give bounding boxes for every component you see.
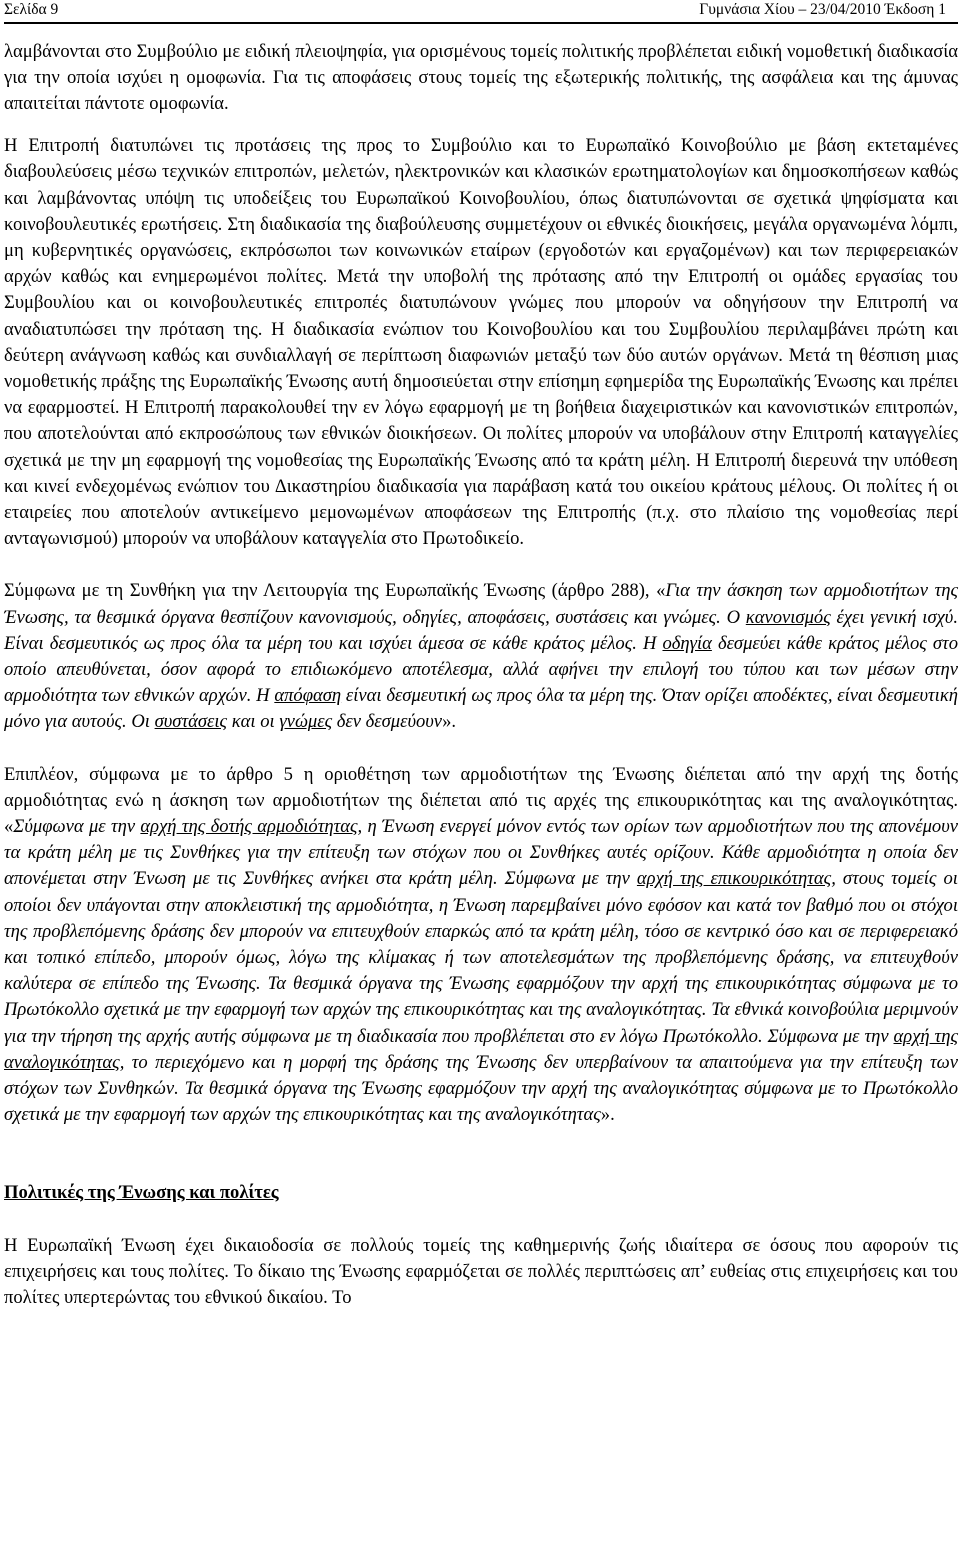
term-subsidiarity: αρχή της επικουρικότητας <box>636 868 832 890</box>
term-proportionality: αρχή της αναλογικότητας <box>4 1025 958 1073</box>
term-conferral: αρχή της δοτής αρμοδιότητας <box>140 815 358 837</box>
document-info: Γυμνάσια Χίου – 23/04/2010 Έκδοση 1 <box>699 1 946 18</box>
page-header <box>4 0 958 19</box>
term-directive: οδηγία <box>662 632 712 654</box>
section-heading: Πολιτικές της Ένωσης και πολίτες <box>4 1182 279 1204</box>
paragraph-4: Επιπλέον, σύμφωνα με το άρθρο 5 η οριοθέτηση των αρμοδιοτήτων της Ένωσης διέπεται από την αρχή της δοτής αρμοδιότητας ενώ η άσκηση των αρμοδιοτήτων της διέπεται από τις αρχές της επικουρικότητας και της αναλογικότητας. «Σύμφωνα με την αρχή της δοτής αρμοδιότητας, η Ένωση ενεργεί μόνον εντός των ορίων των αρμοδιοτήτων που της απονέμουν τα κράτη μέλη με τις Συνθήκες για την επίτευξη των στόχων που οι Συνθήκες αυτές ορίζουν. Κάθε αρμοδιότητα η οποία δεν απονέμεται στην Ένωση με τις Συνθήκες ανήκει στα κράτη μέλη. Σύμφωνα με την αρχή της επικουρικότητας, στους τομείς οι οποίοι δεν υπάγονται στην αποκλειστική της αρμοδιότητα, η Ένωση παρεμβαίνει μόνο εφόσον και κατά τον βαθμό που οι στόχοι της προβλεπόμενης δράσης δεν μπορούν να επιτευχθούν επαρκώς από τα κράτη μέλη, τόσο σε κεντρικό όσο και σε περιφερειακό και τοπικό επίπεδο, μπορούν όμως, λόγω της κλίμακας ή των αποτελεσμάτων της προβλεπόμενης δράσης, να επιτευχθούν καλύτερα σε επίπεδο της Ένωσης. Τα θεσμικά όργανα της Ένωσης εφαρμόζουν την αρχή της επικουρικότητας σύμφωνα με το Πρωτόκολλο σχετικά με την εφαρμογή των αρχών της επικουρικότητας και της αναλογικότητας. Τα εθνικά κοινοβούλια μεριμνούν για την τήρηση της αρχής αυτής σύμφωνα με τη διαδικασία που προβλέπεται στο εν λόγω Πρωτόκολλο. Σύμφωνα με την αρχή της αναλογικότητας, το περιεχόμενο και η μορφή της δράσης της Ένωσης δεν υπερβαίνουν τα απαιτούμενα για την επίτευξη των στόχων των Συνθηκών. Τα θεσμικά όργανα της Ένωσης εφαρμόζουν την αρχή της αναλογικότητας σύμφωνα με το Πρωτόκολλο σχετικά με την εφαρμογή των αρχών της επικουρικότητας και της αναλογικότητας». <box>4 763 958 1126</box>
term-opinions: γνώμες <box>279 711 333 733</box>
term-decision: απόφαση <box>274 685 342 707</box>
paragraph-5: Η Ευρωπαϊκή Ένωση έχει δικαιοδοσία σε πολλούς τομείς της καθημερινής ζωής ιδιαίτερα σε όσους που αφορούν τις επιχειρήσεις και τους πολίτες. Το δίκαιο της Ένωσης εφαρμόζεται σε πολλές περιπτώσεις απ’ ευθείας στις επιχειρήσεις και του πολίτες υπερτερώντας του εθνικού δικαίου. Το <box>4 1234 958 1309</box>
paragraph-3: Σύμφωνα με τη Συνθήκη για την Λειτουργία της Ευρωπαϊκής Ένωσης (άρθρο 288), «Για την άσκηση των αρμοδιοτήτων της Ένωσης, τα θεσμικά όργανα θεσπίζουν κανονισμούς, οδηγίες, αποφάσεις, συστάσεις και γνώμες. Ο κανονισμός έχει γενική ισχύ. Είναι δεσμευτικός ως προς όλα τα μέρη του και ισχύει άμεσα σε κάθε κράτος μέλος. Η οδηγία δεσμεύει κάθε κράτος μέλος στο οποίο απευθύνεται, όσον αφορά το επιδιωκόμενο αποτέλεσμα, αλλά αφήνει την επιλογή του τύπου και των μέσων στην αρμοδιότητα των εθνικών αρχών. Η απόφαση είναι δεσμευτική ως προς όλα τα μέρη της. Όταν ορίζει αποδέκτες, είναι δεσμευτική μόνο για αυτούς. Οι συστάσεις και οι γνώμες δεν δεσμεύουν». <box>4 580 958 733</box>
paragraph-1: λαμβάνονται στο Συμβούλιο με ειδική πλειοψηφία, για ορισμένους τομείς πολιτικής προβλέπεται ειδική νομοθετική διαδικασία για την οποία ισχύει η ομοφωνία. Για τις αποφάσεις στους τομείς της εξωτερικής πολιτικής, της ασφάλεια και της άμυνας απαιτείται πάντοτε ομοφωνία. <box>4 40 958 114</box>
page-number: Σελίδα 9 <box>4 1 59 18</box>
paragraph-2: Η Επιτροπή διατυπώνει τις προτάσεις της προς το Συμβούλιο και το Ευρωπαϊκό Κοινοβούλιο με βάση εκτεταμένες διαβουλεύσεις μέσω τεχνικών επιτροπών, μελετών, ηλεκτρονικών και κλασικών ερωτηματολογίων και δημοσκοπήσεων καθώς και λαμβάνοντας υπόψη τις υποδείξεις του Ευρωπαϊκού Κοινοβουλίου, όπως διατυπώνονται σε σχετικά ψηφίσματα και κοινοβουλευτικές ερωτήσεις. Στη διαδικασία της διαβούλευσης συμμετέχουν οι εθνικές διοικήσεις, μεγάλα οργανωμένα λόμπι, μη κυβερνητικές οργανώσεις, εκπρόσωποι των κοινωνικών εταίρων (εργοδοτών και εργαζομένων) και των περιφερειακών αρχών καθώς και ενημερωμένοι πολίτες. Μετά την υποβολή της πρότασης από την Επιτροπή οι ομάδες εργασίας του Συμβουλίου και οι κοινοβουλευτικές επιτροπές διατυπώνουν γνώμες που μπορούν να οδηγήσουν την Επιτροπή να αναδιατυπώσει την πρόταση της. Η διαδικασία ενώπιον του Κοινοβουλίου και του Συμβουλίου περιλαμβάνει πρώτη και δεύτερη ανάγνωση καθώς και συνδιαλλαγή σε περίπτωση διαφωνιών μεταξύ των δύο αυτών οργάνων. Μετά τη θέσπιση μιας νομοθετικής πράξης της Ευρωπαϊκής Ένωσης αυτή δημοσιεύεται στην επίσημη εφημερίδα της Ευρωπαϊκής Ένωσης και πρέπει να εφαρμοστεί. Η Επιτροπή παρακολουθεί την εν λόγω εφαρμογή με τη βοήθεια διαχειριστικών και κανονιστικών επιτροπών, που αποτελούνται από εκπροσώπους των εθνικών διοικήσεων. Οι πολίτες μπορούν να υποβάλουν στην Επιτροπή καταγγελίες σχετικά με την μη εφαρμογή της νομοθεσίας της Ευρωπαϊκής Ένωσης από τα κράτη μέλη. Η Επιτροπή διερευνά την υπόθεση και κινεί ενδεχομένως ενώπιον του Δικαστηρίου διαδικασία για παράβαση κατά του οικείου κράτους μέλους. Οι πολίτες ή οι εταιρείες που αποτελούν αντικείμενο μεμονωμένων αποφάσεων της Επιτροπής (π.χ. στο πλαίσιο της νομοθεσίας περί ανταγωνισμού) μπορούν να υποβάλουν καταγγελία στο Πρωτοδικείο. <box>4 135 958 550</box>
header-rule <box>4 22 958 24</box>
term-recommendations: συστάσεις <box>154 711 228 733</box>
term-regulation: κανονισμός <box>745 606 831 628</box>
